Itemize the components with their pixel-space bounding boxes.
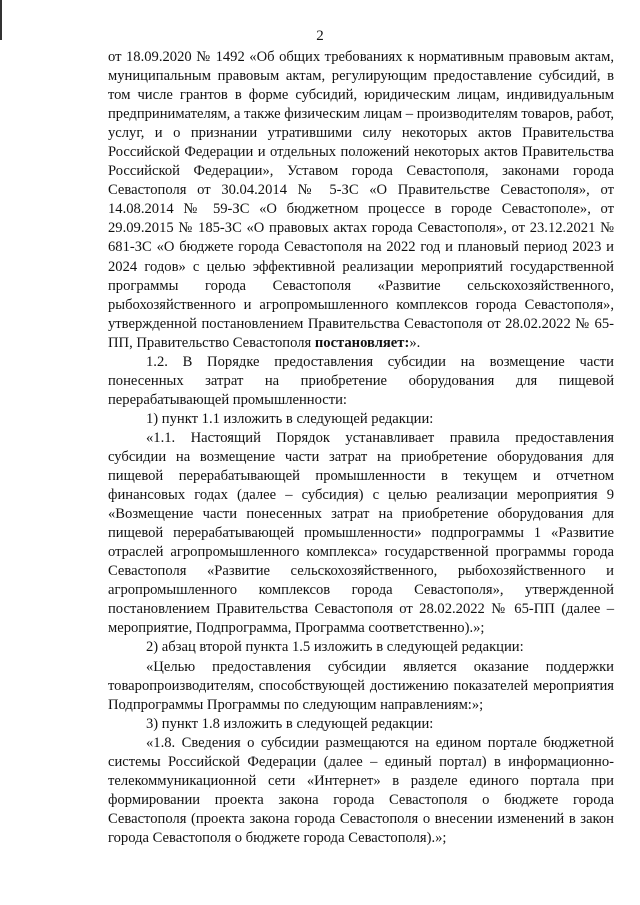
paragraph-quote-1-8: «1.8. Сведения о субсидии размещаются на едином портале бюджетной системы Российской Федерации (далее – единый портал) в информационно-телекоммуникационной сети «Интернет» в разделе единого портала при формировании проекта закона города Севастополя о бюджете города Севастополя (проекта закона города Севастополя о внесении изменений в закон города Севастополя о бюджете города Севастополя).»; [108,734,614,846]
paragraph-subitem-3: 3) пункт 1.8 изложить в следующей редакции: [146,715,434,732]
paragraph-preamble-continuation [108,48,614,353]
paragraph-subitem-1: 1) пункт 1.1 изложить в следующей редакции: [146,410,434,427]
decree-keyword: постановляет: [314,334,410,351]
paragraph-text-end: ». [409,334,421,351]
paragraph-quote-1-5: «Целью предоставления субсидии является оказание поддержки товаропроизводителям, способствующей достижению показателей мероприятия Подпрограммы Программы по следующим направлениям:»; [108,658,614,713]
paragraph-subitem-2: 2) абзац второй пункта 1.5 изложить в следующей редакции: [146,639,524,656]
paragraph-quote-1-1: «1.1. Настоящий Порядок устанавливает правила предоставления субсидии на возмещение части затрат на приобретение оборудования для пищевой перерабатывающей промышленности в текущем и отчетном финансовых годах (далее – субсидия) с целью реализации мероприятия 9 «Возмещение части понесенных затрат на приобретение оборудования для пищевой перерабатывающей промышленности» подпрограммы 1 «Развитие отраслей агропромышленного комплекса» государственной программы города Севастополя «Развитие сельскохозяйственного, рыбохозяйственного и агропромышленного комплексов города Севастополя», утвержденной постановлением Правительства Севастополя от 28.02.2022 № 65-ПП (далее – мероприятие, Подпрограмма, Программа соответственно).»; [108,429,614,637]
paragraph-item-1-2: 1.2. В Порядке предоставления субсидии на возмещение части понесенных затрат на приобретение оборудования для пищевой перерабатывающей промышленности: [108,353,614,408]
document-body [108,48,614,848]
paragraph-text: от 18.09.2020 № 1492 «Об общих требованиях к нормативным правовым актам, муниципальным правовым актам, регулирующим предоставление субсидий, в том числе грантов в форме субсидий, юридическим лицам, индивидуальным предпринимателям, а также физическим лицам – производителям товаров, работ, услуг, и о признании утратившими силу некоторых актов Правительства Российской Федерации и отдельных положений некоторых актов Правительства Российской Федерации», Уставом города Севастополя, законами города Севастополя от 30.04.2014 № 5-ЗС «О Правительстве Севастополя», от 14.08.2014 № 59-ЗС «О бюджетном процессе в городе Севастополе», от 29.09.2015 № 185-ЗС «О правовых актах города Севастополя», от 23.12.2021 № 681-ЗС «О бюджете города Севастополя на 2022 год и плановый период 2023 и 2024 годов» с целью эффективной реализации мероприятий государственной программы города Севастополя «Развитие сельскохозяйственного, рыбохозяйственного и агропромышленного комплексов города Севастополя», утвержденной постановлением Правительства Севастополя от 28.02.2022 № 65-ПП, Правительство Севастополя [108,49,615,351]
page-number: 2 [316,28,324,44]
